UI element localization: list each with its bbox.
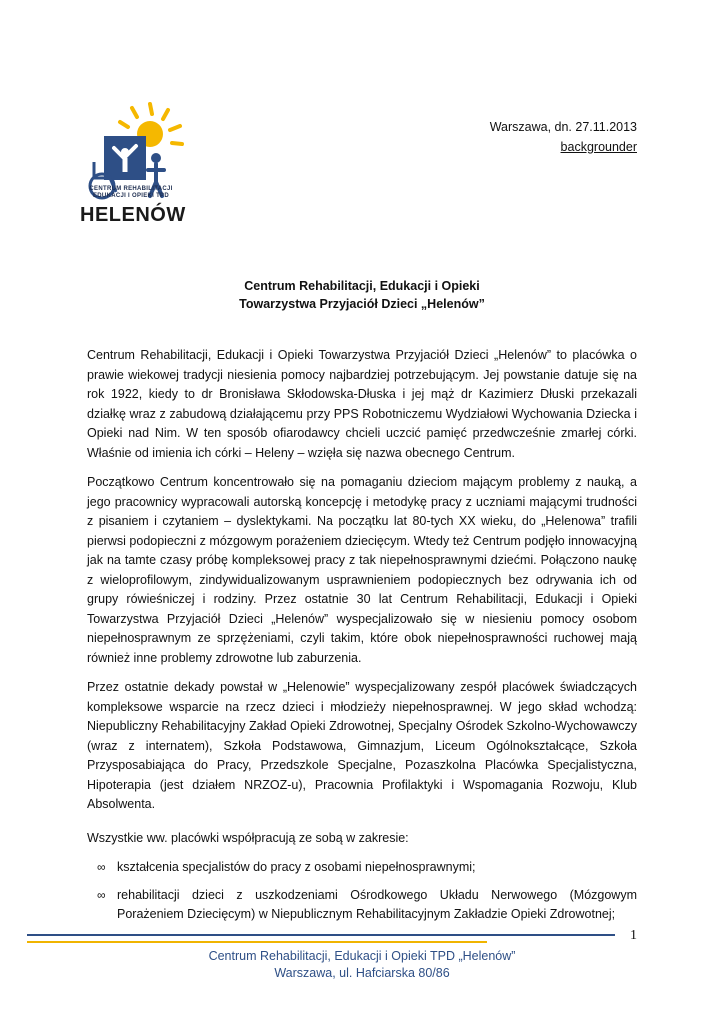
logo-caption-line2: EDUKACJI I OPIEKI TPD: [93, 193, 169, 199]
title-line1: Centrum Rehabilitacji, Edukacji i Opieki: [244, 279, 480, 293]
document-type: backgrounder: [560, 140, 637, 154]
page-number: 1: [630, 928, 637, 943]
paragraph: Centrum Rehabilitacji, Edukacji i Opieki Towarzystwa Przyjaciół Dzieci „Helenów” to placówka o prawie wiekowej tradycji niesienia pomocy najbardziej potrzebującym. Jej powstanie datuje się na rok 1922, kiedy to dr Bronisława Skłodowska-Dłuska i jej mąż dr Kazimierz Dłuski przekazali działkę wraz z zabudową działającemu przy PPS Robotniczemu Wydziałowi Wychowania Dziecka i Opieki nad Nim. W ten sposób ofiarodawcy chcieli uczcić pamięć przedwcześnie zmarłej córki. Właśnie od imienia ich córki – Heleny – wzięła się nazwa obecnego Centrum.: [87, 348, 637, 460]
paragraph: Przez ostatnie dekady powstał w „Helenowie” wyspecjalizowany zespół placówek świadczących kompleksowe wsparcie na rzecz dzieci i młodzieży niepełnosprawnej. W jego skład wchodzą: Niepubliczny Rehabilitacyjny Zakład Opieki Zdrowotnej, Specjalny Ośrodek Szkolno-Wychowawczy (wraz z internatem), Szkoła Podstawowa, Gimnazjum, Liceum Ogólnokształcące, Szkoła Przysposabiająca do Pracy, Przedszkole Specjalne, Pozaszkolna Placówka Specjalistyczna, Hipoterapia (jest działem NRZOZ-u), Pracownia Profilaktyki i Wspomagania Rozwoju, Klub Absolwenta.: [87, 680, 637, 811]
footer-divider-yellow: [27, 941, 487, 943]
paragraph: Wszystkie ww. placówki współpracują ze sobą w zakresie:: [87, 830, 409, 845]
footer-line1: Centrum Rehabilitacji, Edukacji i Opieki TPD „Helenów”: [208, 949, 516, 963]
document-title: [87, 277, 637, 313]
footer-divider-blue: [27, 934, 615, 936]
list-item-text: kształcenia specjalistów do pracy z osobami niepełnosprawnymi;: [117, 860, 476, 874]
infinity-bullet-icon: ∞: [97, 887, 106, 902]
list-item-text: rehabilitacji dzieci z uszkodzeniami Ośrodkowego Układu Nerwowego (Mózgowym Porażeniem Dziecięcym) w Niepublicznym Rehabilitacyjnym Zakładzie Opieki Zdrowotnej;: [117, 887, 637, 921]
footer-line2: Warszawa, ul. Hafciarska 80/86: [274, 966, 450, 980]
list-item: [87, 858, 637, 878]
logo-caption-line1: CENTRUM REHABILITACJI: [89, 186, 173, 192]
scope-list: [87, 858, 637, 925]
infinity-bullet-icon: ∞: [97, 860, 106, 874]
logo-name: HELENÓW: [80, 204, 186, 226]
document-body: [87, 346, 637, 933]
place-date: Warszawa, dn. 27.11.2013: [489, 120, 637, 134]
logo-caption: [76, 186, 186, 200]
title-line2: Towarzystwa Przyjaciół Dzieci „Helenów”: [239, 297, 485, 311]
footer: [0, 948, 724, 982]
list-item: [87, 886, 637, 925]
paragraph: Początkowo Centrum koncentrowało się na pomaganiu dzieciom mającym problemy z nauką, a jego pracownicy wypracowali autorską koncepcję i metodykę pracy z uczniami mającymi trudności z pisaniem i czytaniem – dyslektykami. Na początku lat 80-tych XX wieku, do „Helenowa” trafili pierwsi podopieczni z mózgowym porażeniem dziecięcym. Wtedy też Centrum podjęło innowacyjną jak na tamte czasy próbę kompleksowej pracy z tak niepełnosprawnymi dziećmi. Połączono naukę z wieloprofilowym, zindywidualizowanym usprawnieniem podopiecznych bez odrywania ich od grupy rówieśniczej i rodziny. Przez ostatnie 30 lat Centrum Rehabilitacji, Edukacji i Opieki Towarzystwa Przyjaciół Dzieci „Helenów” wyspecjalizowało się w niesieniu pomocy osobom niepełnosprawnym ze sprzężeniami, czyli takim, które obok niepełnosprawności ruchowej mają również inne problemy zdrowotne lub zaburzenia.: [87, 475, 637, 665]
